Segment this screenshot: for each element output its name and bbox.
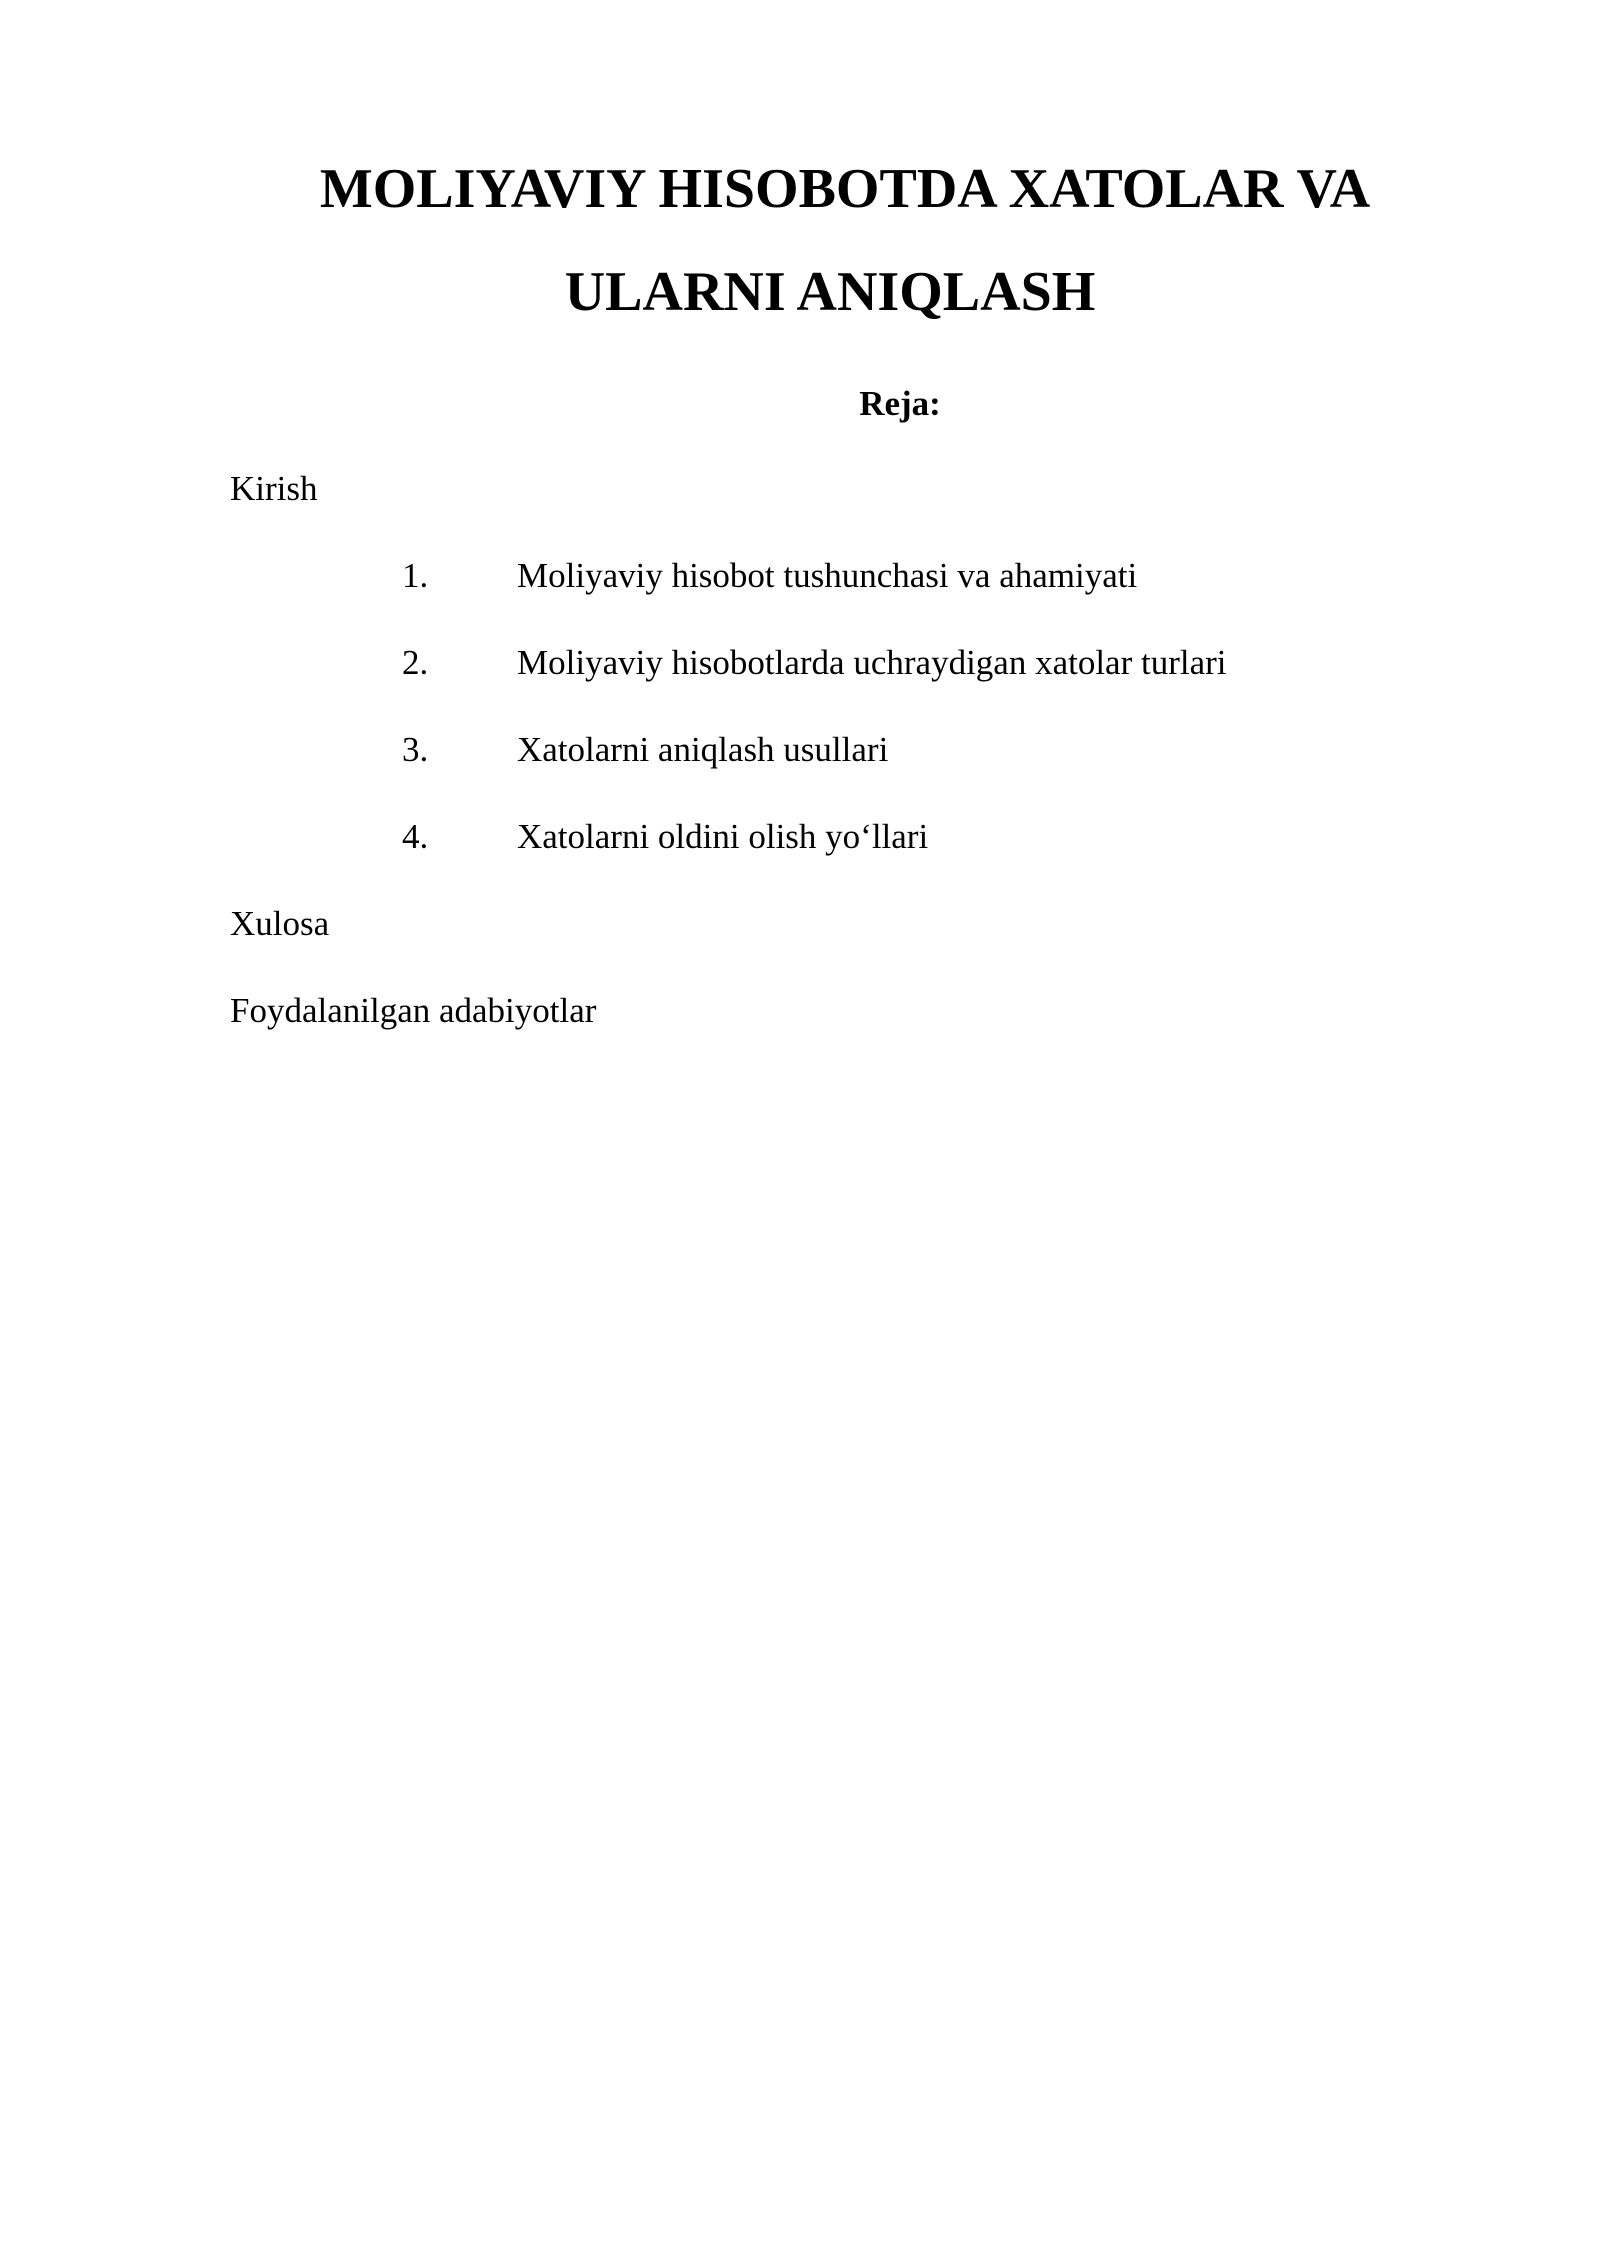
plan-item-text: Xatolarni oldini olish yo‘llari bbox=[517, 817, 929, 856]
plan-item-text: Xatolarni aniqlash usullari bbox=[517, 730, 889, 769]
document-title-line-2: ULARNI ANIQLASH bbox=[564, 261, 1096, 323]
plan-item-4 bbox=[402, 816, 928, 858]
plan-item-number: 2. bbox=[402, 643, 429, 682]
plan-item-3 bbox=[402, 729, 888, 771]
plan-item-number: 4. bbox=[402, 817, 429, 856]
plan-item-2 bbox=[402, 642, 1227, 684]
references-heading: Foydalanilgan adabiyotlar bbox=[230, 991, 597, 1030]
plan-heading: Reja: bbox=[859, 384, 941, 423]
plan-item-text: Moliyaviy hisobot tushunchasi va ahamiyati bbox=[517, 556, 1138, 595]
plan-item-number: 3. bbox=[402, 730, 429, 769]
conclusion-heading: Xulosa bbox=[230, 904, 330, 943]
plan-item-text: Moliyaviy hisobotlarda uchraydigan xatolar turlari bbox=[517, 643, 1227, 682]
document-title-line-1: MOLIYAVIY HISOBOTDA XATOLAR VA bbox=[319, 158, 1371, 220]
plan-item-number: 1. bbox=[402, 556, 429, 595]
plan-item-1 bbox=[402, 555, 1137, 597]
intro-heading: Kirish bbox=[230, 469, 318, 508]
